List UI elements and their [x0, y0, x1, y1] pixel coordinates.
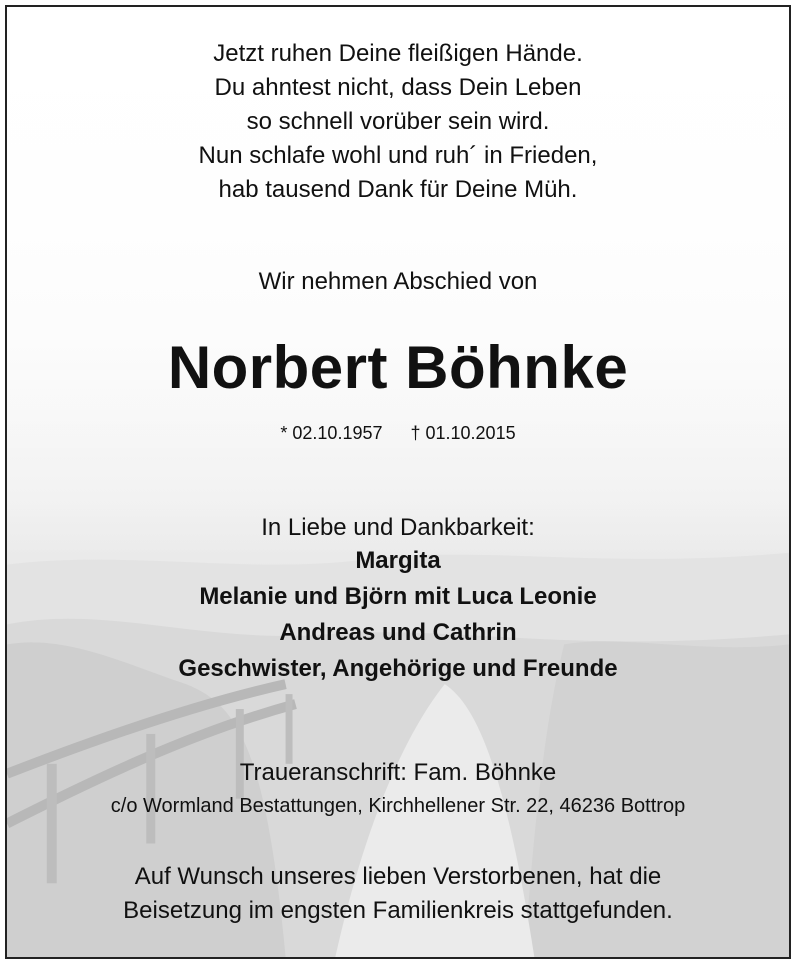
obituary-frame [5, 5, 791, 959]
birth-date: * 02.10.1957 [280, 423, 383, 443]
notice-line: Auf Wunsch unseres lieben Verstorbenen, hat die [134, 863, 662, 890]
life-dates [7, 423, 789, 444]
mourners-list [7, 543, 789, 687]
mourning-address-title: Traueranschrift: Fam. Böhnke [239, 759, 557, 786]
notice-line: Beisetzung im engsten Familienkreis stattgefunden. [123, 897, 673, 924]
obituary-content [7, 7, 789, 957]
mourner-name: Andreas und Cathrin [279, 619, 517, 646]
poem-line: Nun schlafe wohl und ruh´ in Frieden, [198, 142, 598, 169]
poem [7, 37, 789, 207]
farewell-text: Wir nehmen Abschied von [258, 268, 538, 295]
poem-line: so schnell vorüber sein wird. [246, 108, 550, 135]
mourning-address-street: c/o Wormland Bestattungen, Kirchhellener Str. 22, 46236 Bottrop [110, 795, 686, 817]
mourner-name: Melanie und Björn mit Luca Leonie [199, 583, 597, 610]
deceased-name: Norbert Böhnke [167, 334, 629, 401]
burial-notice [7, 860, 789, 928]
death-date: † 01.10.2015 [410, 423, 516, 443]
poem-line: hab tausend Dank für Deine Müh. [218, 176, 578, 203]
poem-line: Jetzt ruhen Deine fleißigen Hände. [213, 40, 583, 67]
mourners-intro: In Liebe und Dankbarkeit: [261, 514, 535, 541]
mourner-name: Geschwister, Angehörige und Freunde [178, 655, 618, 682]
mourner-name: Margita [355, 547, 441, 574]
poem-line: Du ahntest nicht, dass Dein Leben [214, 74, 582, 101]
